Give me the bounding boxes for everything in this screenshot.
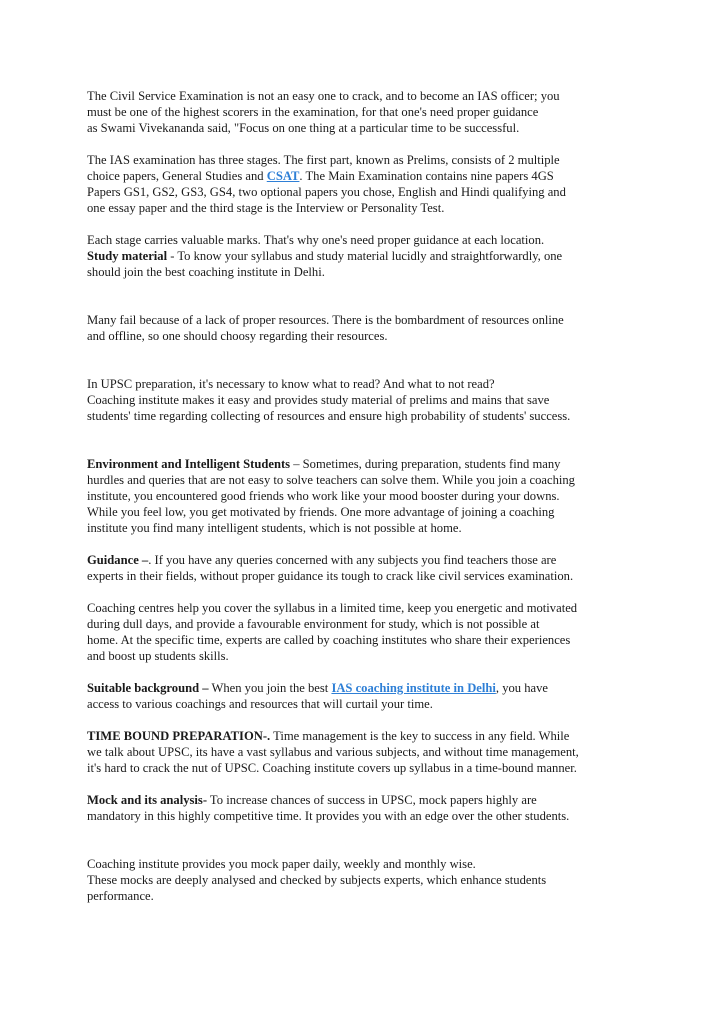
paragraph-exam-stages: The IAS examination has three stages. The first part, known as Prelims, consists of 2 multiple choice papers, General Studies and CSAT. The Main Examination contains nine papers 4GS Papers GS1, GS2, GS3, GS4, two optional papers you chose, English and Hindi qualifying and one essay paper and the third stage is the Interview or Personality Test. bbox=[87, 153, 566, 215]
paragraph-intro: The Civil Service Examination is not an easy one to crack, and to become an IAS officer; you must be one of the highest scorers in the examination, for that one's need proper guidance as Swami Vivekananda said, "Focus on one thing at a particular time to be successful. bbox=[87, 89, 560, 135]
heading-study-material: Study material bbox=[87, 249, 168, 263]
heading-environment: Environment and Intelligent Students bbox=[87, 457, 291, 471]
paragraph-suitable-background: Suitable background – When you join the best IAS coaching institute in Delhi, you have access to various coachings and resources that will curtail your time. bbox=[87, 681, 548, 711]
csat-link[interactable]: CSAT bbox=[266, 169, 300, 183]
paragraph-guidance: Guidance –. If you have any queries concerned with any subjects you find teachers those are experts in their fields, without proper guidance its tough to crack like civil services examination. bbox=[87, 553, 574, 583]
paragraph-study-material: Each stage carries valuable marks. That's why one's need proper guidance at each location. Study material - To know your syllabus and study material lucidly and straightforwardly, one should join the best coaching institute in Delhi. bbox=[87, 233, 563, 279]
paragraph-time-bound: TIME BOUND PREPARATION-. Time management is the key to success in any field. While we talk about UPSC, its have a vast syllabus and various subjects, and without time management, it's hard to crack the nut of UPSC. Coaching institute covers up syllabus in a time-bound manner. bbox=[87, 729, 579, 775]
paragraph-mock-papers: Coaching institute provides you mock paper daily, weekly and monthly wise. These mocks are deeply analysed and checked by subjects experts, which enhance students performance. bbox=[87, 857, 547, 903]
heading-suitable-background: Suitable background – bbox=[87, 681, 209, 695]
paragraph-resources: Many fail because of a lack of proper resources. There is the bombardment of resources online and offline, so one should choosy regarding their resources. bbox=[87, 313, 564, 343]
ias-coaching-link[interactable]: IAS coaching institute in Delhi bbox=[331, 681, 496, 695]
paragraph-mock-analysis: Mock and its analysis- To increase chances of success in UPSC, mock papers highly are mandatory in this highly competitive time. It provides you with an edge over the other students. bbox=[87, 793, 570, 823]
paragraph-environment: Environment and Intelligent Students – Sometimes, during preparation, students find many hurdles and queries that are not easy to solve teachers can solve them. While you join a coaching institute, you encountered good friends who work like your mood booster during your downs. While you feel low, you get motivated by friends. One more advantage of joining a coaching institute you find many intelligent students, which is not possible at home. bbox=[87, 457, 575, 535]
heading-mock-analysis: Mock and its analysis- bbox=[87, 793, 208, 807]
paragraph-upsc-preparation: In UPSC preparation, it's necessary to know what to read? And what to not read? Coaching institute makes it easy and provides study material of prelims and mains that save students' time regarding collecting of resources and ensure high probability of students' success. bbox=[87, 377, 571, 423]
paragraph-coaching-centres: Coaching centres help you cover the syllabus in a limited time, keep you energetic and motivated during dull days, and provide a favourable environment for study, which is not possible at home. At the specific time, experts are called by coaching institutes who share their experiences and boost up students skills. bbox=[87, 601, 578, 663]
heading-time-bound: TIME BOUND PREPARATION-. bbox=[87, 729, 271, 743]
heading-guidance: Guidance – bbox=[87, 553, 149, 567]
